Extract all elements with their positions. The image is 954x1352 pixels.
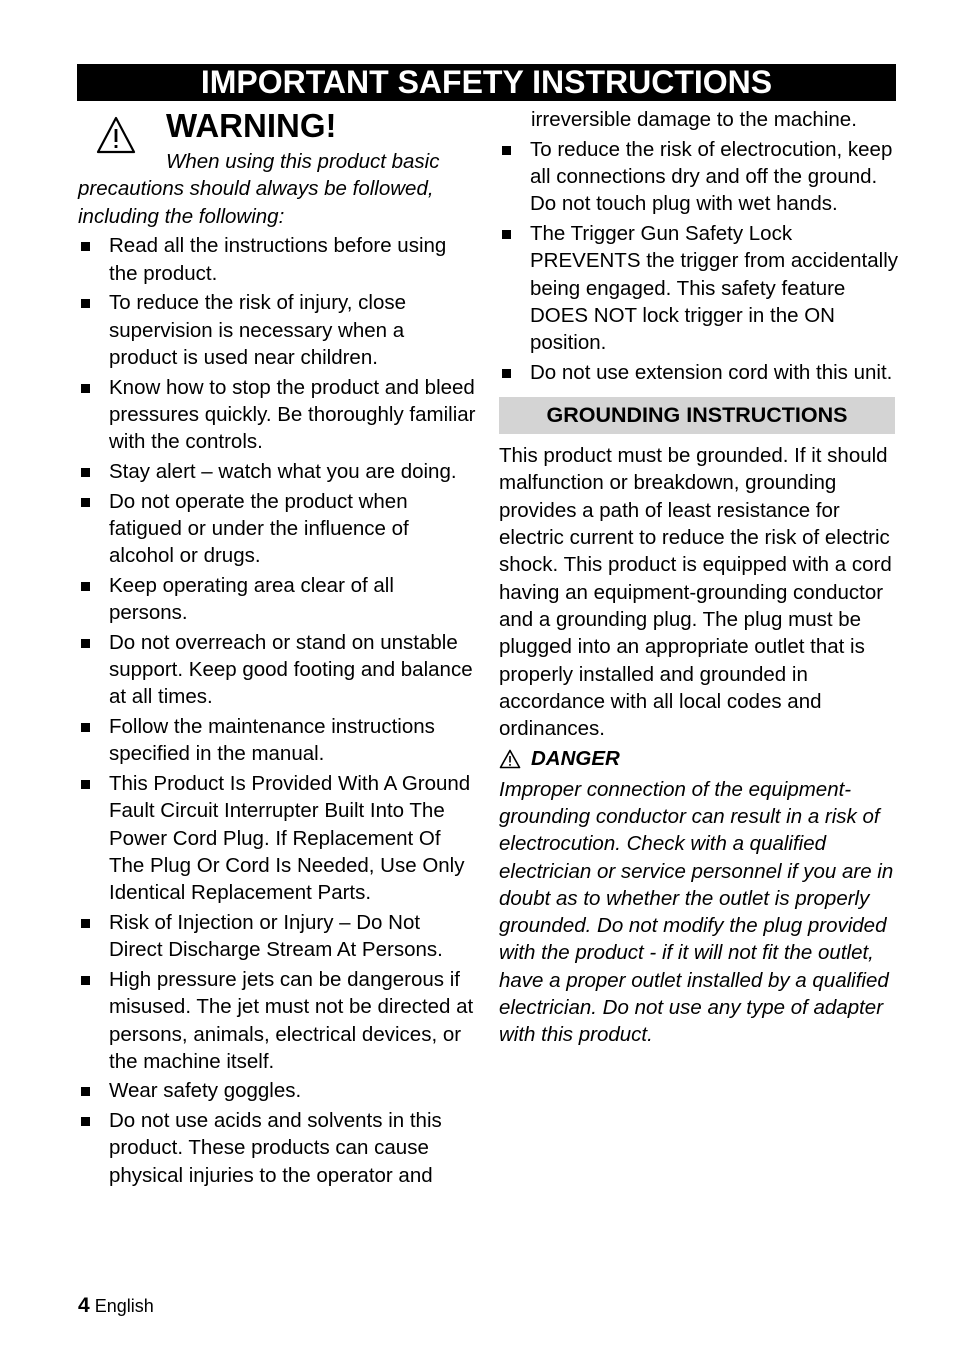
- square-bullet-icon: [81, 976, 90, 985]
- square-bullet-icon: [81, 242, 90, 251]
- warning-triangle-icon: [95, 115, 137, 155]
- grounding-body: This product must be grounded. If it should malfunction or breakdown, grounding provides a path of least resistance for electric current to reduce the risk of electric shock. This product is equipped with a cord having an equipment-grounding conductor and a grounding plug. The plug must be plugged into an appropriate outlet that is properly installed and grounded in accordance with all local codes and ordinances.: [499, 444, 892, 741]
- list-item-text: Stay alert – watch what you are doing.: [109, 459, 457, 483]
- right-safety-list: [499, 136, 899, 386]
- left-safety-list: [78, 232, 478, 1189]
- list-item: [78, 488, 478, 570]
- list-item-text: High pressure jets can be dangerous if misused. The jet must not be directed at persons, animals, electrical devices, or the machine itself.: [109, 967, 474, 1073]
- square-bullet-icon: [81, 299, 90, 308]
- square-bullet-icon: [81, 1117, 90, 1126]
- list-item-text: Follow the maintenance instructions specified in the manual.: [109, 715, 435, 766]
- list-item: [499, 359, 899, 386]
- square-bullet-icon: [502, 369, 511, 378]
- square-bullet-icon: [502, 230, 511, 239]
- square-bullet-icon: [81, 639, 90, 648]
- danger-title: DANGER: [531, 747, 620, 771]
- list-item: [78, 232, 478, 287]
- square-bullet-icon: [81, 384, 90, 393]
- list-item-text: To reduce the risk of electrocution, keep all connections dry and off the ground. Do not touch plug with wet hands.: [530, 137, 893, 216]
- grounding-heading: GROUNDING INSTRUCTIONS: [499, 397, 895, 434]
- continued-item-text: irreversible damage to the machine.: [531, 108, 857, 131]
- list-item: [78, 374, 478, 456]
- list-item-text: Wear safety goggles.: [109, 1079, 302, 1103]
- warning-intro: When using this product basic precautions should always be followed, including the following:: [78, 150, 440, 228]
- warning-triangle-icon: [499, 749, 521, 769]
- list-item-text: Risk of Injection or Injury – Do Not Direct Discharge Stream At Persons.: [109, 910, 443, 962]
- list-item: [78, 1107, 478, 1189]
- list-item-text: Do not use acids and solvents in this product. These products can cause physical injuries to the operator and: [109, 1109, 442, 1187]
- danger-heading: [499, 745, 899, 772]
- danger-body: Improper connection of the equipment-grounding conductor can result in a risk of electrocution. Check with a qualified electrician or service personnel if you are in doubt as to whether the outlet is properly grounded. Do not modify the plug provided with the product - if it will not fit the outlet, have a proper outlet installed by a qualified electrician. Do not use any type of adapter with this product.: [499, 777, 894, 1047]
- list-item: [78, 770, 478, 906]
- right-column: [499, 106, 899, 1049]
- list-item-text: Know how to stop the product and bleed pressures quickly. Be thoroughly familiar with the controls.: [109, 375, 476, 454]
- list-item-text: Do not overreach or stand on unstable support. Keep good footing and balance at all times.: [109, 630, 473, 709]
- footer-language: English: [94, 1296, 154, 1316]
- list-item-text: Do not operate the product when fatigued or under the influence of alcohol or drugs.: [109, 489, 409, 568]
- list-item: [78, 1077, 478, 1104]
- list-item-text: This Product Is Provided With A Ground Fault Circuit Interrupter Built Into The Power Cord Plug. If Replacement Of The Plug Or Cord Is Needed, Use Only Identical Replacement Parts.: [109, 772, 471, 905]
- list-item: [78, 713, 478, 768]
- square-bullet-icon: [502, 146, 511, 155]
- list-item-text: Read all the instructions before using the product.: [109, 234, 447, 285]
- list-item: [499, 220, 899, 356]
- list-item: [78, 966, 478, 1075]
- list-item: [78, 909, 478, 964]
- list-item-text: The Trigger Gun Safety Lock PREVENTS the trigger from accidentally being engaged. This safety feature DOES NOT lock trigger in the ON position.: [530, 221, 898, 355]
- list-item: [78, 629, 478, 711]
- left-column: [78, 108, 478, 1189]
- square-bullet-icon: [81, 723, 90, 732]
- list-item-text: Keep operating area clear of all persons.: [109, 573, 394, 625]
- page-footer: [78, 1293, 154, 1319]
- square-bullet-icon: [81, 498, 90, 507]
- page-number: 4: [78, 1294, 90, 1317]
- square-bullet-icon: [81, 780, 90, 789]
- warning-title: WARNING!: [166, 107, 337, 144]
- list-item-text: To reduce the risk of injury, close supervision is necessary when a product is used near children.: [109, 291, 406, 369]
- list-item-text: Do not use extension cord with this unit.: [530, 360, 893, 384]
- list-item: [78, 572, 478, 627]
- list-item: [78, 458, 478, 485]
- square-bullet-icon: [81, 582, 90, 591]
- square-bullet-icon: [81, 468, 90, 477]
- warning-header: [78, 108, 478, 148]
- list-item: [78, 289, 478, 371]
- square-bullet-icon: [81, 919, 90, 928]
- square-bullet-icon: [81, 1087, 90, 1096]
- list-item: [499, 136, 899, 218]
- page-title: IMPORTANT SAFETY INSTRUCTIONS: [77, 64, 896, 101]
